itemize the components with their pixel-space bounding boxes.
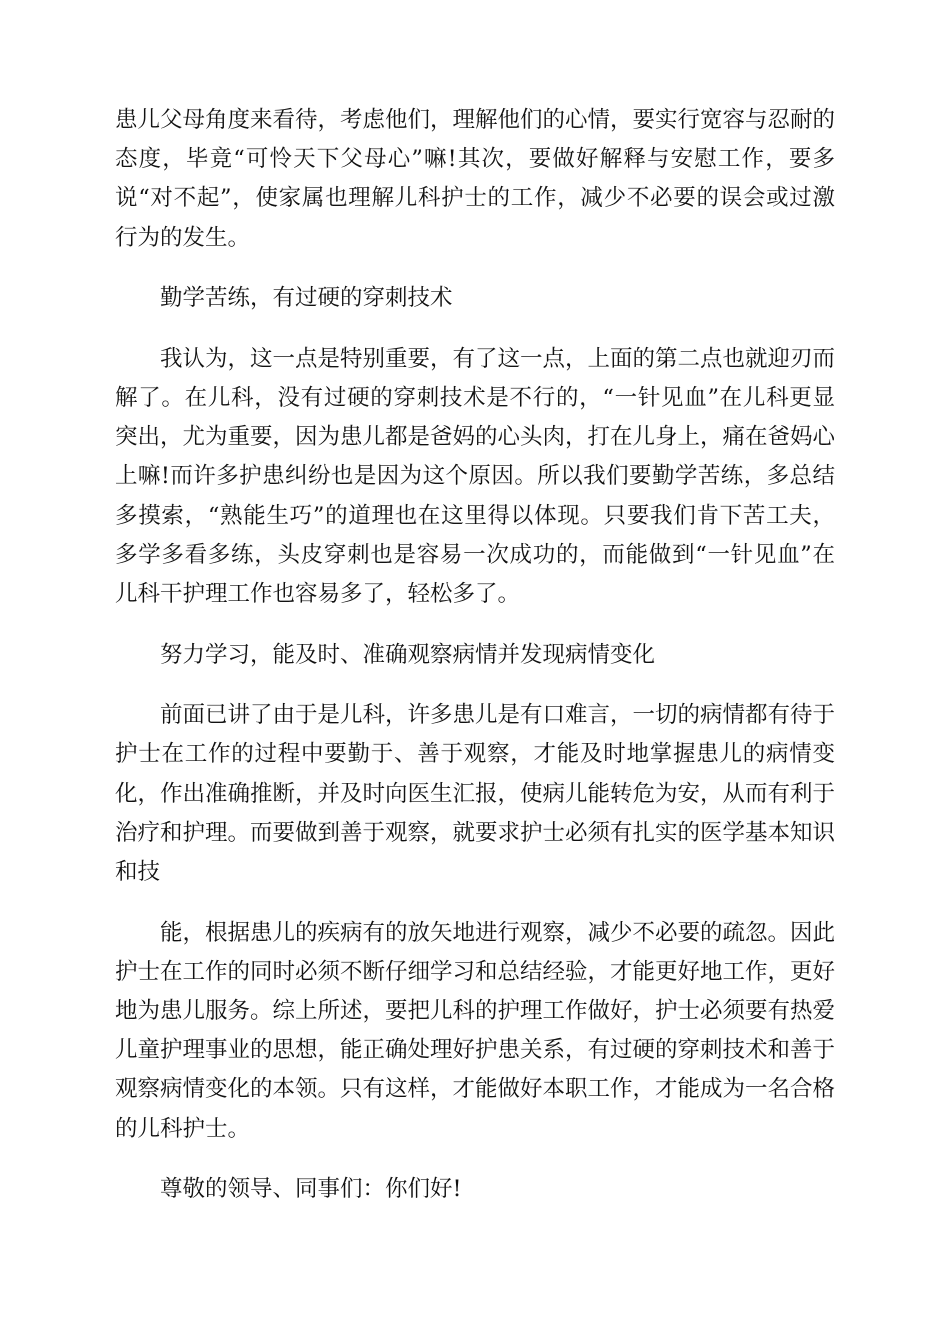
text-line: 护士在工作的过程中要勤于、善于观察，才能及时地掌握患儿的病情变 (115, 741, 835, 768)
text-line: 我认为，这一点是特别重要，有了这一点，上面的第二点也就迎刃而 (160, 345, 836, 372)
text-line: 护士在工作的同时必须不断仔细学习和总结经验，才能更好地工作，更好 (115, 958, 836, 985)
paragraph-3 (115, 696, 835, 892)
text-line: 突出，尤为重要，因为患儿都是爸妈的心头肉，打在儿身上，痛在爸妈心 (115, 424, 836, 451)
text-line: 儿童护理事业的思想，能正确处理好护患关系，有过硬的穿刺技术和善于 (115, 1037, 836, 1064)
text-line: 前面已讲了由于是儿科，许多患儿是有口难言，一切的病情都有待于 (160, 702, 836, 729)
text-line: 和技 (115, 859, 161, 886)
text-line: 多摸索，“熟能生巧”的道理也在这里得以体现。只要我们肯下苦工夫， (115, 502, 835, 529)
section-heading-observation: 努力学习，能及时、准确观察病情并发现病情变化 (160, 641, 656, 668)
greeting-line: 尊敬的领导、同事们：你们好! (160, 1176, 462, 1203)
text-line: 行为的发生。 (115, 224, 251, 251)
section-heading-puncture: 勤学苦练，有过硬的穿刺技术 (160, 285, 453, 312)
text-line: 说“对不起”，使家属也理解儿科护士的工作，减少不必要的误会或过激 (115, 185, 835, 212)
paragraph-2 (115, 340, 835, 614)
document-page (115, 101, 835, 1231)
paragraph-1 (115, 101, 835, 258)
text-line: 患儿父母角度来看待，考虑他们，理解他们的心情，要实行宽容与忍耐的 (115, 107, 836, 133)
text-line: 化，作出准确推断，并及时向医生汇报，使病儿能转危为安，从而有利于 (115, 780, 836, 807)
text-line: 儿科干护理工作也容易多了，轻松多了。 (115, 581, 521, 608)
text-line: 上嘛!而许多护患纠纷也是因为这个原因。所以我们要勤学苦练，多总结 (115, 463, 835, 490)
paragraph-4 (115, 914, 835, 1149)
text-line: 能，根据患儿的疾病有的放矢地进行观察，减少不必要的疏忽。因此 (160, 919, 836, 946)
text-line: 态度，毕竟“可怜天下父母心”嘛!其次，要做好解释与安慰工作，要多 (115, 146, 835, 173)
text-line: 的儿科护士。 (115, 1115, 251, 1142)
text-line: 解了。在儿科，没有过硬的穿刺技术是不行的，“一针见血”在儿科更显 (115, 385, 835, 411)
text-line: 治疗和护理。而要做到善于观察，就要求护士必须有扎实的医学基本知识 (115, 819, 836, 846)
text-line: 多学多看多练，头皮穿刺也是容易一次成功的，而能做到“一针见血”在 (115, 541, 835, 568)
text-line: 地为患儿服务。综上所述，要把儿科的护理工作做好，护士必须要有热爱 (115, 998, 836, 1025)
text-line: 观察病情变化的本领。只有这样，才能做好本职工作，才能成为一名合格 (115, 1076, 836, 1103)
